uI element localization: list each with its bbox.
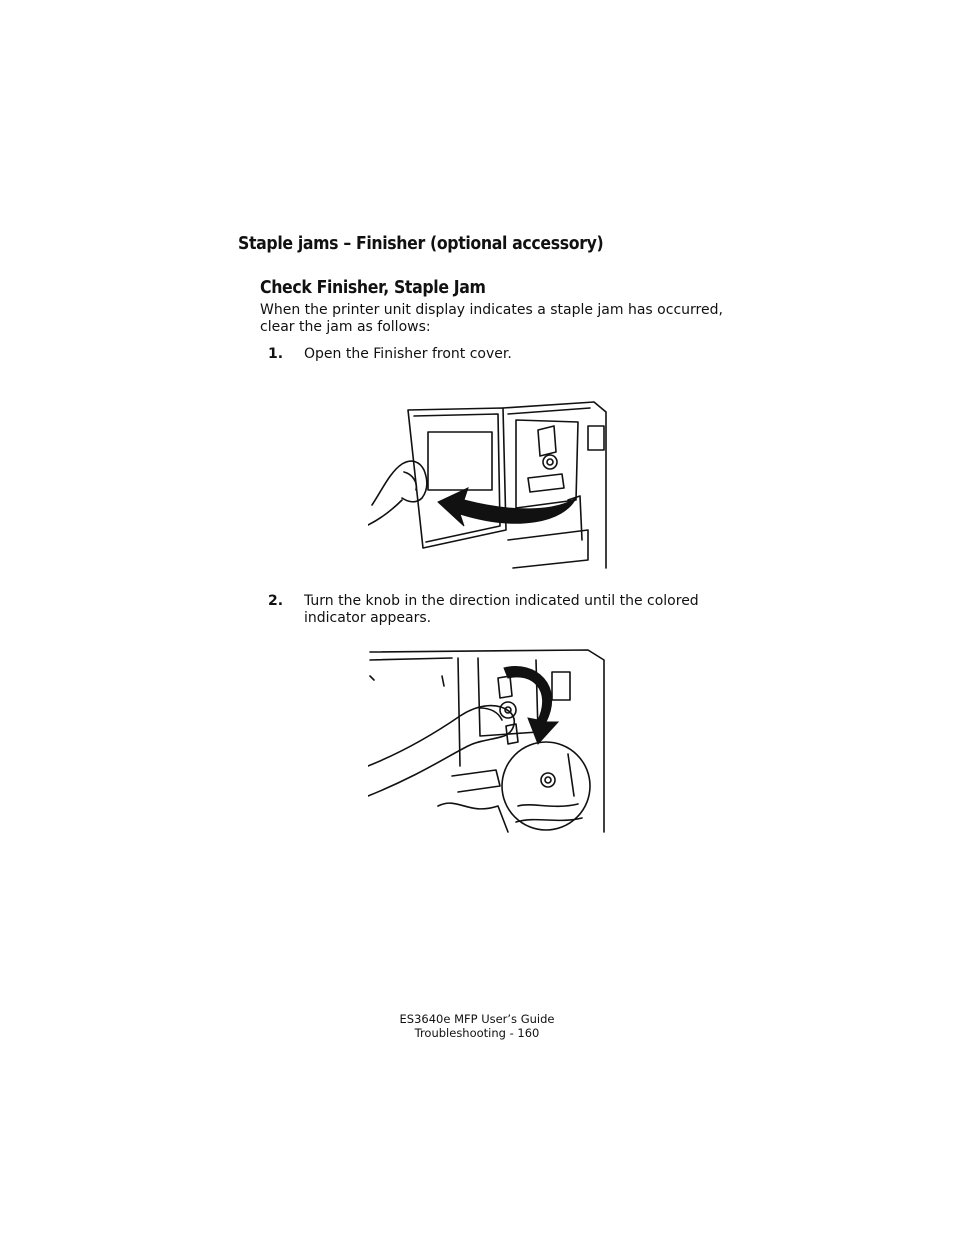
- footer-page-number: Troubleshooting - 160: [414, 1026, 540, 1040]
- step-text: Turn the knob in the direction indicated until the colored indicator appears.: [304, 593, 699, 626]
- section-title: Staple jams – Finisher (optional accessory): [238, 234, 604, 254]
- subsection-title: Check Finisher, Staple Jam: [260, 278, 486, 298]
- open-front-cover-illustration: [368, 390, 608, 570]
- footer-guide-title: ES3640e MFP User’s Guide: [399, 1012, 555, 1026]
- step-text: Open the Finisher front cover.: [304, 346, 512, 362]
- turn-knob-illustration: [368, 646, 608, 834]
- intro-paragraph: When the printer unit display indicates a staple jam has occurred, clear the jam as follows:: [260, 302, 723, 335]
- step-number: 2.: [268, 593, 284, 609]
- step-number: 1.: [268, 346, 284, 362]
